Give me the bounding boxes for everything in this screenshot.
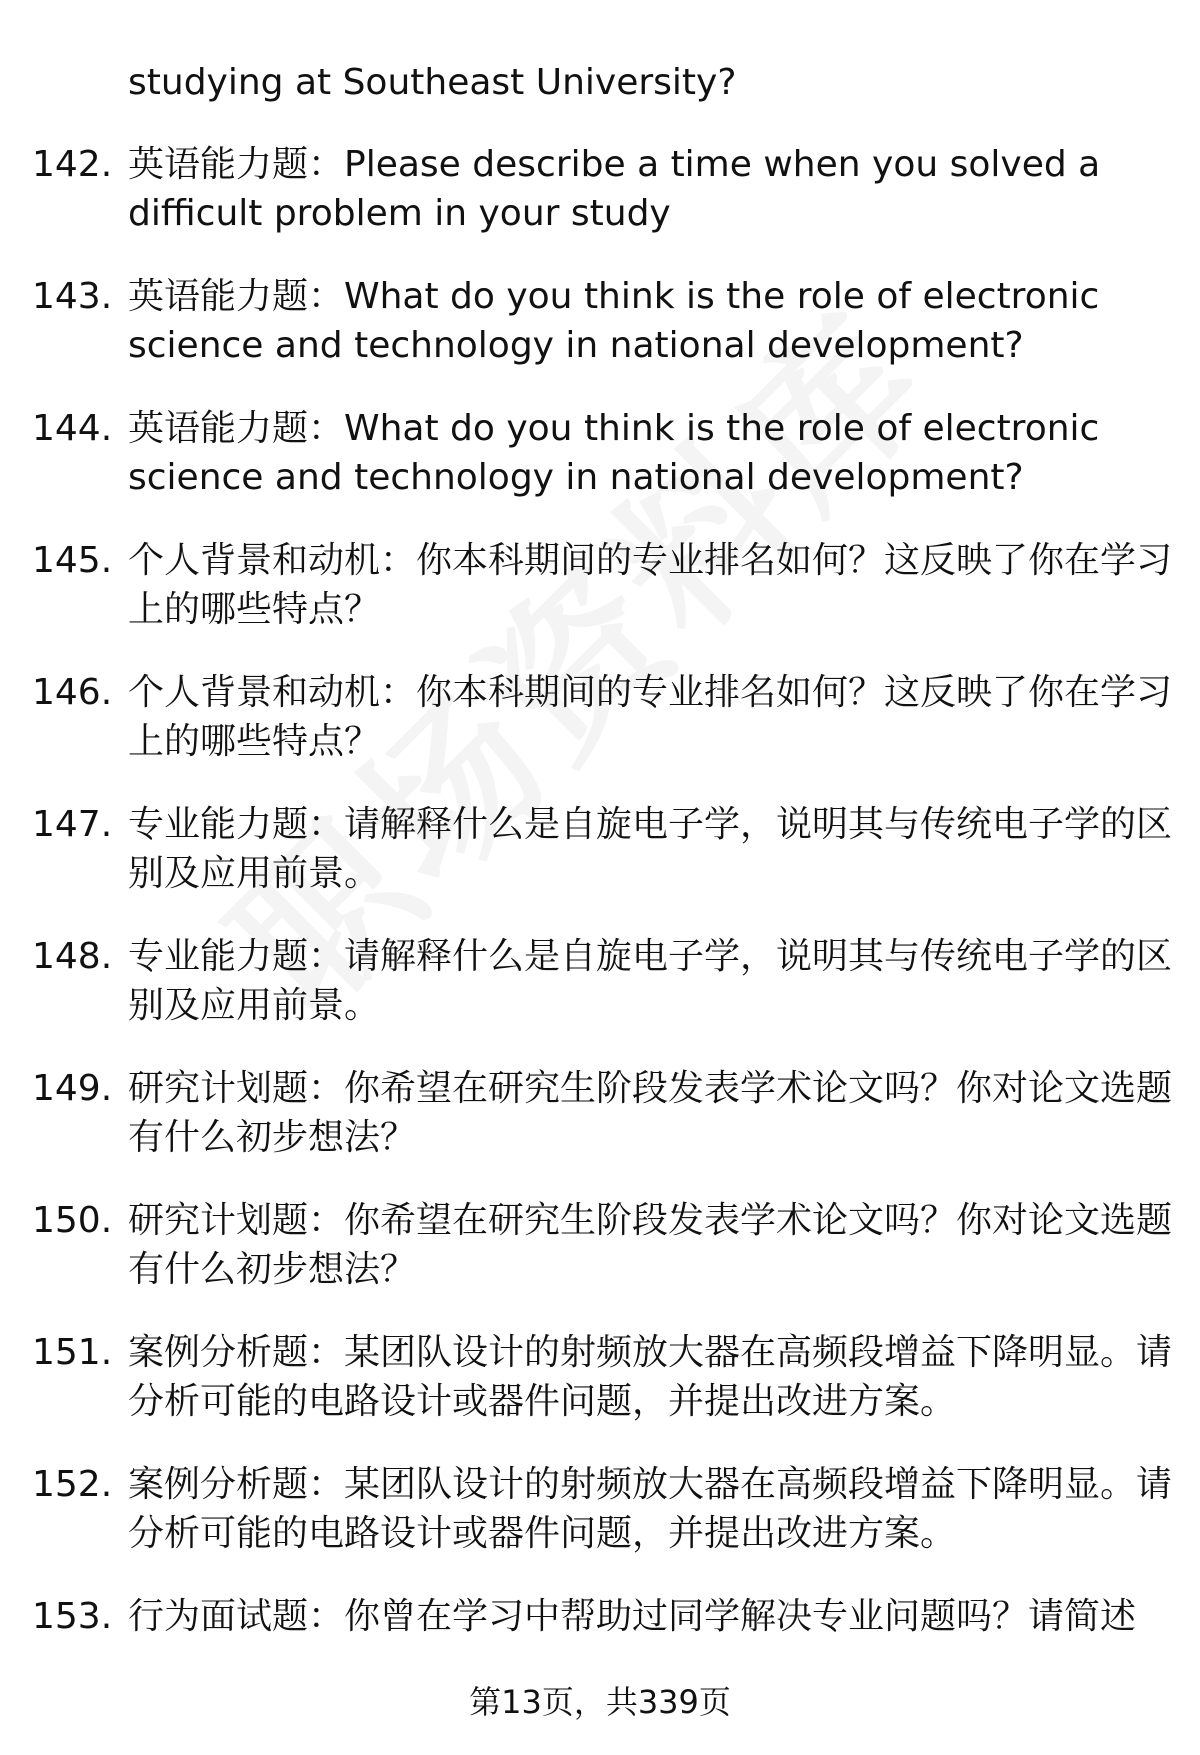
question-text: 英语能力题：What do you think is the role of electronic science and technology in national development? [128, 408, 1100, 498]
question-text: 行为面试题：你曾在学习中帮助过同学解决专业问题吗？请简述 [128, 1596, 1137, 1637]
question-text: 个人背景和动机：你本科期间的专业排名如何？这反映了你在学习上的哪些特点？ [128, 672, 1173, 762]
continued-question-text: studying at Southeast University? [128, 62, 737, 103]
question-number: 146. [32, 672, 113, 713]
question-number: 150. [32, 1200, 113, 1241]
question-number: 144. [32, 408, 113, 449]
question-number: 152. [32, 1464, 113, 1505]
question-text: 案例分析题：某团队设计的射频放大器在高频段增益下降明显。请分析可能的电路设计或器件问题，并提出改进方案。 [128, 1464, 1173, 1554]
question-number: 149. [32, 1068, 113, 1109]
question-number: 153. [32, 1596, 113, 1637]
question-item [32, 668, 1172, 766]
question-text: 案例分析题：某团队设计的射频放大器在高频段增益下降明显。请分析可能的电路设计或器件问题，并提出改进方案。 [128, 1332, 1173, 1422]
question-item [32, 536, 1172, 634]
question-list [32, 140, 1172, 1675]
question-text: 个人背景和动机：你本科期间的专业排名如何？这反映了你在学习上的哪些特点？ [128, 540, 1173, 630]
question-text: 专业能力题：请解释什么是自旋电子学，说明其与传统电子学的区别及应用前景。 [128, 804, 1173, 894]
question-item [32, 1328, 1172, 1426]
question-item [32, 800, 1172, 898]
question-text: 英语能力题：Please describe a time when you solved a difficult problem in your study [128, 144, 1101, 234]
page-footer: 第13页，共339页 [469, 1683, 731, 1721]
question-text: 英语能力题：What do you think is the role of electronic science and technology in national development? [128, 276, 1100, 366]
question-item [32, 1064, 1172, 1162]
question-item [32, 140, 1172, 238]
question-number: 147. [32, 804, 113, 845]
question-number: 148. [32, 936, 113, 977]
question-number: 145. [32, 540, 113, 581]
question-item [32, 272, 1172, 370]
question-text: 专业能力题：请解释什么是自旋电子学，说明其与传统电子学的区别及应用前景。 [128, 936, 1173, 1026]
question-text: 研究计划题：你希望在研究生阶段发表学术论文吗？你对论文选题有什么初步想法？ [128, 1068, 1173, 1158]
question-number: 143. [32, 276, 113, 317]
question-item [32, 1460, 1172, 1558]
question-text: 研究计划题：你希望在研究生阶段发表学术论文吗？你对论文选题有什么初步想法？ [128, 1200, 1173, 1290]
question-item [32, 1196, 1172, 1294]
question-item [32, 1592, 1172, 1641]
question-number: 151. [32, 1332, 113, 1373]
question-number: 142. [32, 144, 113, 185]
question-item [32, 404, 1172, 502]
question-item [32, 932, 1172, 1030]
